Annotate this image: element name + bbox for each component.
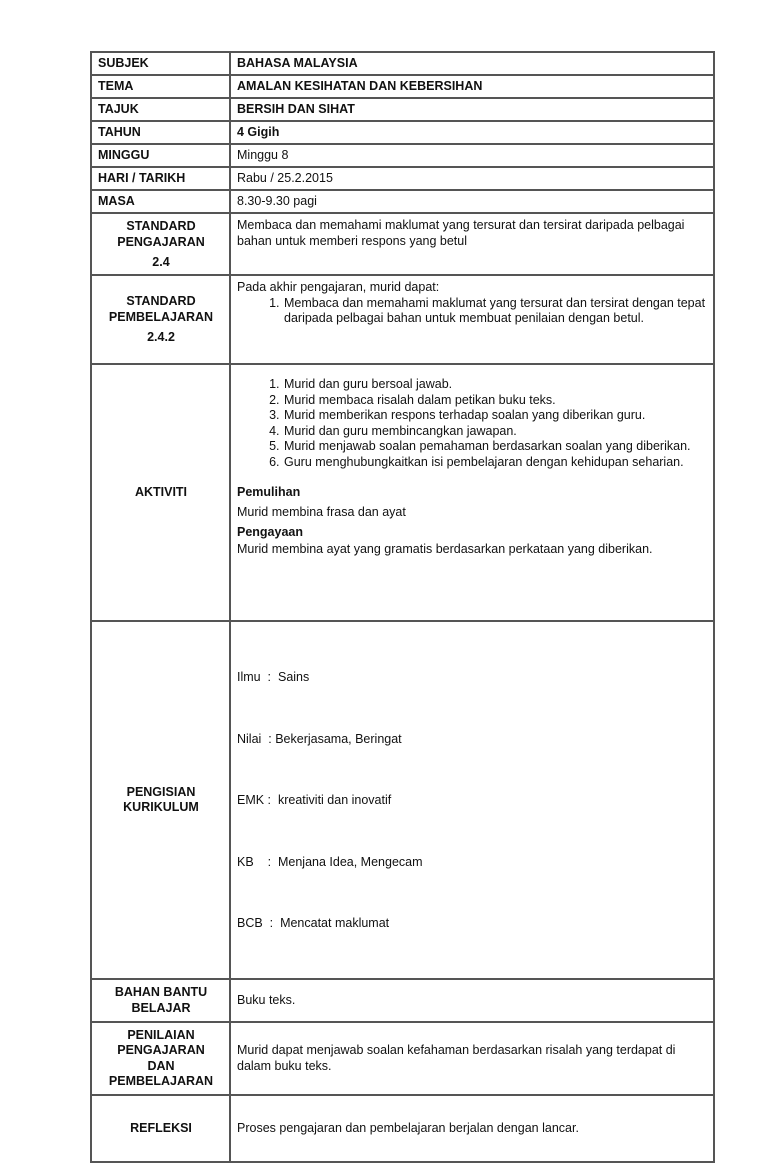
label-line: PEMBELAJARAN bbox=[108, 309, 214, 324]
label-line: BAHAN BANTU bbox=[114, 985, 208, 999]
pengisian-line: Ilmu : Sains bbox=[237, 670, 310, 684]
label-hari-tarikh: HARI / TARIKH bbox=[91, 167, 230, 190]
standard-pembelajaran-content bbox=[230, 275, 714, 364]
standard-code: 2.4 bbox=[152, 255, 170, 269]
label-standard-pembelajaran bbox=[91, 275, 230, 364]
value-subjek: BAHASA MALAYSIA bbox=[230, 52, 714, 75]
activity-item: 4. Murid dan guru membincangkan jawapan. bbox=[283, 424, 708, 440]
aktiviti-content bbox=[230, 364, 714, 621]
standard-code: 2.4.2 bbox=[147, 330, 175, 345]
value-minggu: Minggu 8 bbox=[230, 144, 714, 167]
objective-intro: Pada akhir pengajaran, murid dapat: bbox=[237, 280, 440, 294]
standard-pengajaran-text: Membaca dan memahami maklumat yang tersurat dan tersirat daripada pelbagai bahan untuk memberi respons yang betul bbox=[230, 213, 714, 275]
label-tema: TEMA bbox=[91, 75, 230, 98]
row-aktiviti bbox=[91, 364, 714, 621]
label-pengisian-kurikulum bbox=[91, 621, 230, 979]
row-tema bbox=[91, 75, 714, 98]
value-tema: AMALAN KESIHATAN DAN KEBERSIHAN bbox=[230, 75, 714, 98]
label-bahan-bantu bbox=[91, 979, 230, 1022]
value-tahun: 4 Gigih bbox=[230, 121, 714, 144]
pengisian-line: Nilai : Bekerjasama, Beringat bbox=[237, 731, 402, 746]
activity-item: 2. Murid membaca risalah dalam petikan buku teks. bbox=[283, 393, 708, 409]
label-masa: MASA bbox=[91, 190, 230, 213]
row-pengisian-kurikulum bbox=[91, 621, 714, 979]
refleksi-text: Proses pengajaran dan pembelajaran berjalan dengan lancar. bbox=[230, 1095, 714, 1162]
objective-item: 1. Membaca dan memahami maklumat yang tersurat dan tersirat dengan tepat daripada pelbagai bahan untuk membuat penilaian dengan betul. bbox=[283, 296, 708, 327]
pengayaan-heading: Pengayaan bbox=[237, 525, 304, 539]
row-penilaian bbox=[91, 1022, 714, 1095]
row-masa bbox=[91, 190, 714, 213]
pengayaan-text: Murid membina ayat yang gramatis berdasarkan perkataan yang diberikan. bbox=[237, 542, 653, 556]
label-line: PENILAIAN bbox=[127, 1027, 195, 1042]
label-line: PENGAJARAN bbox=[117, 234, 205, 249]
row-bahan-bantu bbox=[91, 979, 714, 1022]
label-line: STANDARD bbox=[126, 219, 196, 233]
label-refleksi: REFLEKSI bbox=[91, 1095, 230, 1162]
label-line: DAN bbox=[147, 1058, 175, 1073]
row-tahun bbox=[91, 121, 714, 144]
row-standard-pembelajaran bbox=[91, 275, 714, 364]
row-subjek bbox=[91, 52, 714, 75]
value-hari-tarikh: Rabu / 25.2.2015 bbox=[230, 167, 714, 190]
pemulihan-text: Murid membina frasa dan ayat bbox=[237, 505, 406, 519]
row-tajuk bbox=[91, 98, 714, 121]
lesson-plan-table bbox=[90, 51, 715, 1163]
label-aktiviti: AKTIVITI bbox=[91, 364, 230, 621]
objective-list bbox=[237, 296, 708, 327]
label-line: KURIKULUM bbox=[123, 800, 199, 815]
activity-item: 6. Guru menghubungkaitkan isi pembelajaran dengan kehidupan seharian. bbox=[283, 455, 708, 471]
label-line: PENGISIAN bbox=[126, 784, 196, 799]
pengisian-content bbox=[230, 621, 714, 979]
pengisian-line: BCB : Mencatat maklumat bbox=[237, 916, 390, 930]
activity-item: 1. Murid dan guru bersoal jawab. bbox=[283, 377, 708, 393]
row-standard-pengajaran bbox=[91, 213, 714, 275]
pemulihan-heading: Pemulihan bbox=[237, 485, 301, 499]
penilaian-text: Murid dapat menjawab soalan kefahaman berdasarkan risalah yang terdapat di dalam buku teks. bbox=[230, 1022, 714, 1095]
row-minggu bbox=[91, 144, 714, 167]
activity-list bbox=[237, 377, 708, 470]
value-tajuk: BERSIH DAN SIHAT bbox=[230, 98, 714, 121]
row-hari-tarikh bbox=[91, 167, 714, 190]
label-minggu: MINGGU bbox=[91, 144, 230, 167]
activity-item: 3. Murid memberikan respons terhadap soalan yang diberikan guru. bbox=[283, 408, 708, 424]
label-tahun: TAHUN bbox=[91, 121, 230, 144]
value-masa: 8.30-9.30 pagi bbox=[230, 190, 714, 213]
label-line: PEMBELAJARAN bbox=[108, 1074, 214, 1088]
label-penilaian bbox=[91, 1022, 230, 1095]
pengisian-line: KB : Menjana Idea, Mengecam bbox=[237, 854, 423, 869]
bahan-text: Buku teks. bbox=[230, 979, 714, 1022]
label-subjek: SUBJEK bbox=[91, 52, 230, 75]
label-line: STANDARD bbox=[126, 294, 196, 309]
label-line: BELAJAR bbox=[131, 1000, 191, 1015]
activity-item: 5. Murid menjawab soalan pemahaman berdasarkan soalan yang diberikan. bbox=[283, 439, 708, 455]
row-refleksi bbox=[91, 1095, 714, 1162]
label-line: PENGAJARAN bbox=[117, 1043, 205, 1057]
label-standard-pengajaran bbox=[91, 213, 230, 275]
pengisian-line: EMK : kreativiti dan inovatif bbox=[237, 793, 392, 807]
label-tajuk: TAJUK bbox=[91, 98, 230, 121]
